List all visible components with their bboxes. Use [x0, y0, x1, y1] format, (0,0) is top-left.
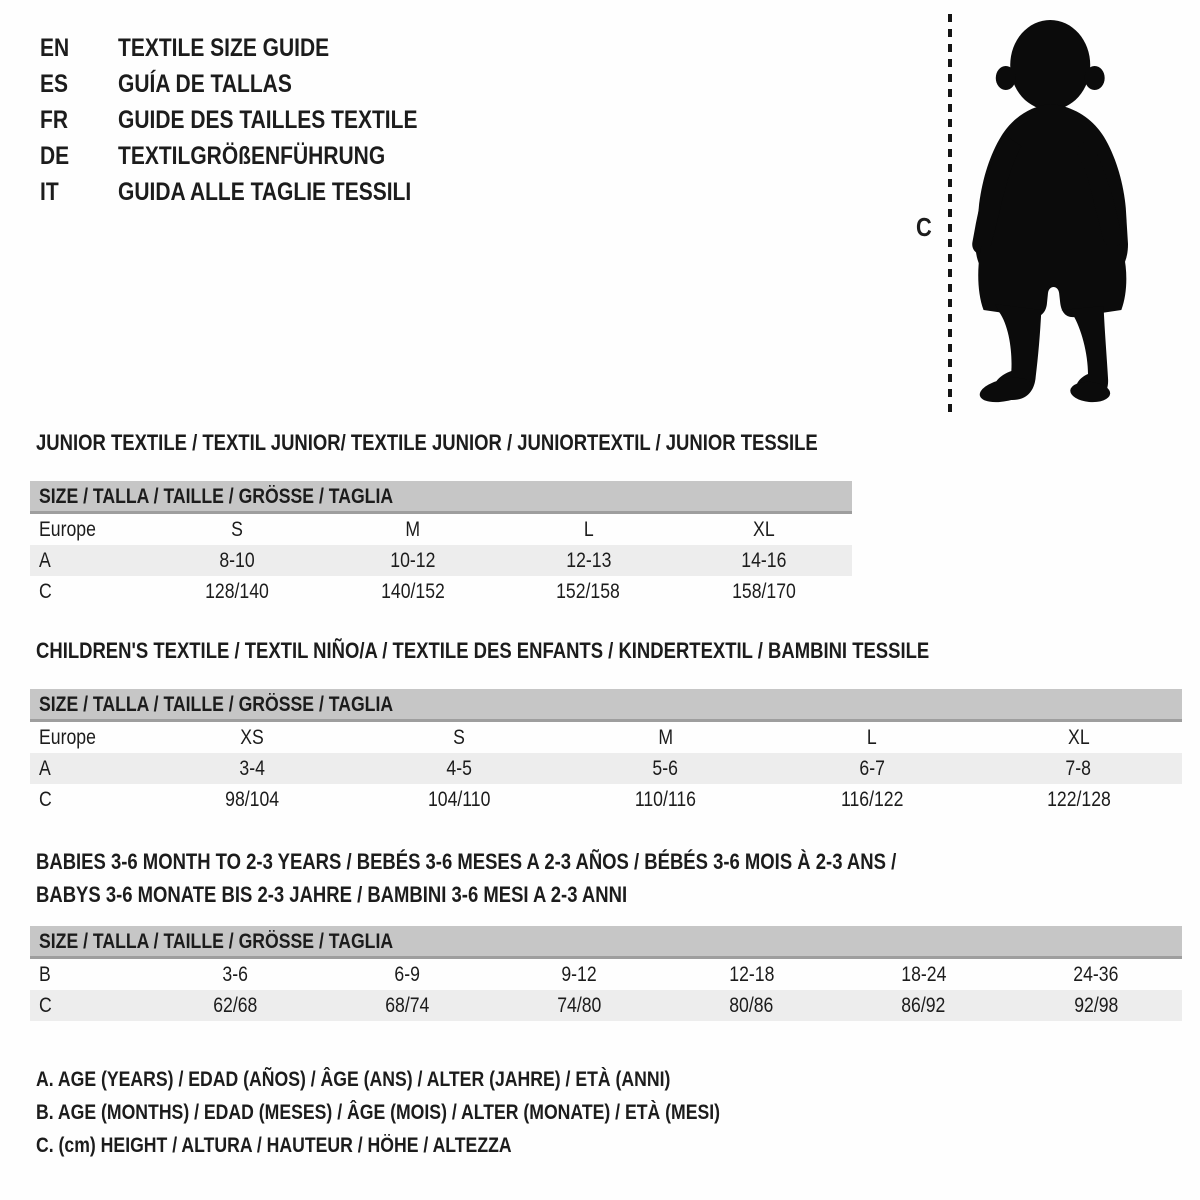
size-cell: 122/128 — [1046, 788, 1111, 811]
size-cell: 140/152 — [380, 580, 445, 603]
size-cell: 62/68 — [213, 994, 258, 1017]
size-cell: S — [230, 518, 243, 541]
size-cell: 6-7 — [859, 757, 885, 780]
language-title-list — [40, 30, 475, 210]
junior-section-heading — [36, 426, 967, 459]
table-row — [30, 576, 852, 607]
row-label: C — [39, 994, 52, 1017]
size-cell: 8-10 — [219, 549, 255, 572]
size-cell: 80/86 — [729, 994, 774, 1017]
size-cell: 5-6 — [652, 757, 679, 780]
size-cell: 68/74 — [385, 994, 430, 1017]
size-cell: XL — [753, 518, 775, 541]
language-code: DE — [40, 141, 70, 170]
junior-heading-text: JUNIOR TEXTILE / TEXTIL JUNIOR/ TEXTILE JUNIOR / JUNIORTEXTIL / JUNIOR TESSILE — [36, 430, 818, 455]
language-title: GUIDE DES TAILLES TEXTILE — [118, 105, 418, 134]
size-cell: 7-8 — [1065, 757, 1092, 780]
size-cell: 92/98 — [1073, 994, 1119, 1017]
footnote-b: B. AGE (MONTHS) / EDAD (MESES) / ÂGE (MOIS) / ALTER (MONATE) / ETÀ (MESI) — [36, 1101, 721, 1124]
height-measure-label: C — [916, 212, 932, 242]
language-title: TEXTILE SIZE GUIDE — [118, 33, 330, 62]
language-row — [40, 66, 475, 102]
footnote-c: C. (cm) HEIGHT / ALTURA / HAUTEUR / HÖHE / ALTEZZA — [36, 1134, 512, 1157]
size-cell: 158/170 — [732, 580, 797, 603]
language-code: EN — [40, 33, 70, 62]
size-header-text: SIZE / TALLA / TAILLE / GRÖSSE / TAGLIA — [39, 930, 394, 953]
size-cell: 14-16 — [741, 549, 787, 572]
size-cell: 3-6 — [222, 963, 248, 986]
size-header-bar — [30, 926, 1182, 959]
children-heading-text: CHILDREN'S TEXTILE / TEXTIL NIÑO/A / TEXTILE DES ENFANTS / KINDERTEXTIL / BAMBINI TESSILE — [36, 638, 930, 663]
babies-heading-line2: BABYS 3-6 MONATE BIS 2-3 JAHRE / BAMBINI 3-6 MESI A 2-3 ANNI — [36, 882, 628, 907]
size-cell: 86/92 — [901, 994, 946, 1017]
children-section-heading — [36, 634, 1099, 667]
junior-size-table — [30, 481, 852, 607]
language-code: FR — [40, 105, 68, 134]
footnote-a: A. AGE (YEARS) / EDAD (AÑOS) / ÂGE (ANS) / ALTER (JAHRE) / ETÀ (ANNI) — [36, 1068, 671, 1091]
size-cell: 24-36 — [1073, 963, 1119, 986]
size-cell: 12-18 — [729, 963, 775, 986]
row-label: Europe — [39, 518, 96, 541]
table-row — [30, 753, 1182, 784]
size-cell: XS — [240, 726, 265, 749]
table-row — [30, 990, 1182, 1021]
babies-section-heading — [36, 845, 1060, 911]
babies-size-table — [30, 926, 1182, 1021]
table-row — [30, 784, 1182, 815]
size-cell: 6-9 — [394, 963, 421, 986]
toddler-silhouette-icon — [948, 16, 1148, 418]
language-code: IT — [40, 177, 59, 206]
size-cell: 152/158 — [556, 580, 621, 603]
row-label: A — [39, 757, 51, 780]
size-header-bar — [30, 689, 1182, 722]
children-size-table — [30, 689, 1182, 815]
footnote-list — [36, 1063, 850, 1162]
size-cell: 10-12 — [390, 549, 436, 572]
size-cell: 110/116 — [634, 788, 697, 811]
size-cell: 12-13 — [565, 549, 611, 572]
language-row — [40, 102, 475, 138]
language-title: GUÍA DE TALLAS — [118, 69, 292, 98]
language-title: TEXTILGRÖßENFÜHRUNG — [118, 141, 386, 170]
size-cell: 116/122 — [840, 788, 904, 811]
size-cell: 4-5 — [446, 757, 472, 780]
language-row — [40, 138, 475, 174]
row-label: Europe — [39, 726, 96, 749]
row-label: A — [39, 549, 51, 572]
row-label: B — [39, 963, 51, 986]
size-cell: 3-4 — [239, 757, 266, 780]
row-label: C — [39, 580, 52, 603]
table-row — [30, 722, 1182, 753]
size-header-bar — [30, 481, 852, 514]
babies-heading-line1: BABIES 3-6 MONTH TO 2-3 YEARS / BEBÉS 3-6 MESES A 2-3 AÑOS / BÉBÉS 3-6 MOIS À 2-3 ANS / — [36, 849, 897, 874]
size-header-text: SIZE / TALLA / TAILLE / GRÖSSE / TAGLIA — [39, 485, 394, 508]
size-cell: 104/110 — [427, 788, 491, 811]
size-header-text: SIZE / TALLA / TAILLE / GRÖSSE / TAGLIA — [39, 693, 394, 716]
table-row — [30, 959, 1182, 990]
table-row — [30, 545, 852, 576]
size-cell: 74/80 — [557, 994, 602, 1017]
size-cell: S — [452, 726, 465, 749]
size-cell: 9-12 — [561, 963, 598, 986]
size-cell: M — [405, 518, 420, 541]
row-label: C — [39, 788, 52, 811]
language-row — [40, 174, 475, 210]
size-cell: 98/104 — [225, 788, 280, 811]
size-cell: 18-24 — [901, 963, 947, 986]
language-row — [40, 30, 475, 66]
table-row — [30, 514, 852, 545]
language-title: GUIDA ALLE TAGLIE TESSILI — [118, 177, 412, 206]
size-cell: L — [583, 518, 594, 541]
size-cell: M — [658, 726, 673, 749]
language-code: ES — [40, 69, 69, 98]
size-cell: 128/140 — [204, 580, 269, 603]
size-cell: XL — [1067, 726, 1090, 749]
size-cell: L — [867, 726, 877, 749]
